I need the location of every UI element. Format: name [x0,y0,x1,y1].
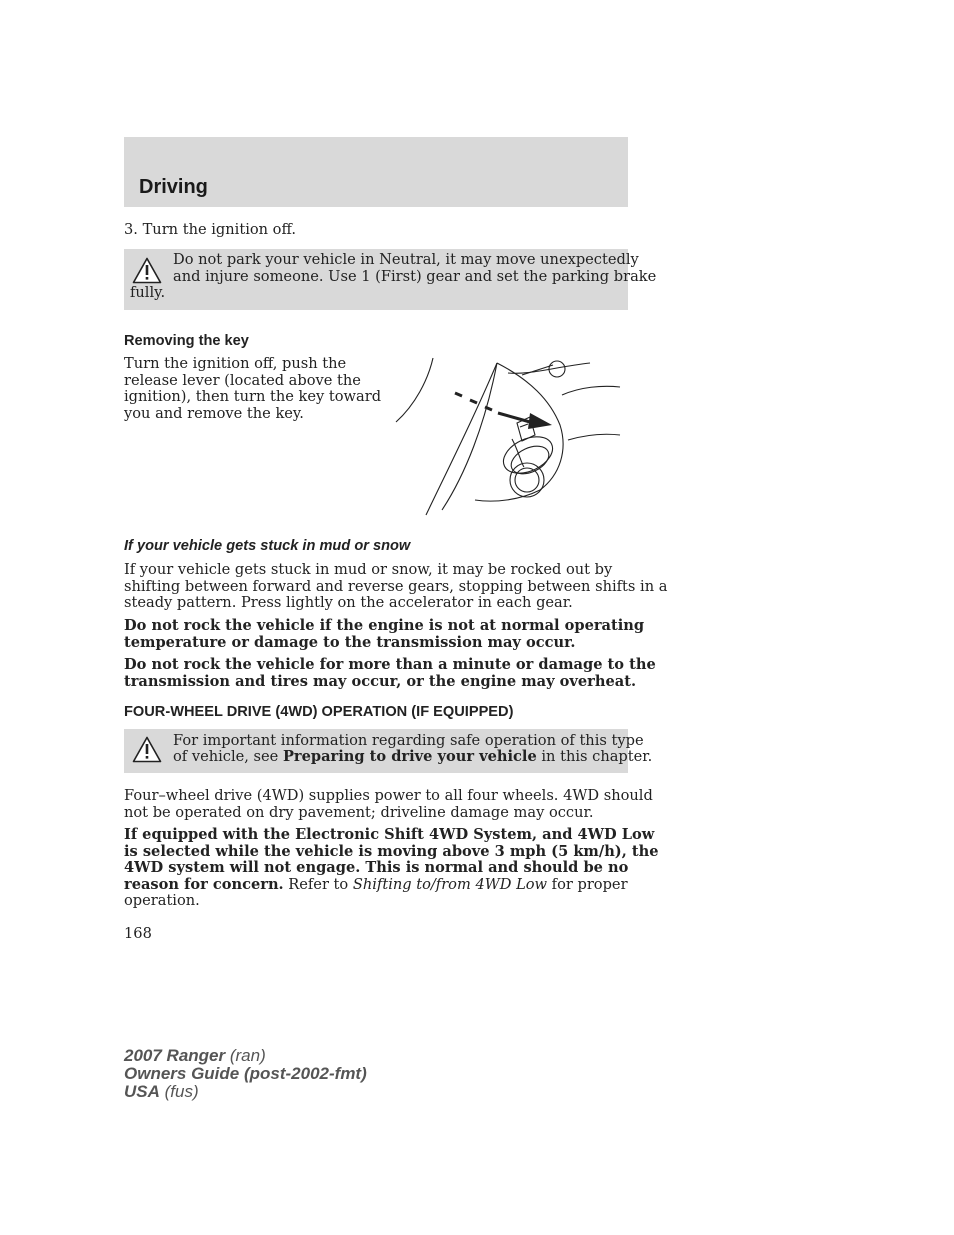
fourwd-paragraph [124,788,653,821]
key-paragraph [124,356,381,422]
text-line: Do not rock the vehicle if the engine is not at normal operating [124,617,645,634]
warning-line: and injure someone. Use 1 (First) gear and set the parking brake [173,268,657,285]
stuck-paragraph [124,562,667,612]
subheading-removing-key: Removing the key [124,333,249,349]
footer-line [124,1083,367,1101]
ignition-key-illustration [390,355,625,520]
text-line: is selected while the vehicle is moving above 3 mph (5 km/h), the [124,842,659,860]
text-line: If equipped with the Electronic Shift 4WD System, and 4WD Low [124,826,655,843]
text-span: (ran) [225,1046,266,1065]
footer-line [124,1047,367,1065]
text-line: you and remove the key. [124,404,304,422]
warning-triangle-icon [132,257,162,284]
text-line: 4WD system will not engage. This is normal and should be no [124,859,629,876]
warning-line: Do not park your vehicle in Neutral, it may move unexpectedly [173,251,639,268]
text-line: Four–wheel drive (4WD) supplies power to all four wheels. 4WD should [124,787,653,804]
text-line: steady pattern. Press lightly on the accelerator in each gear. [124,594,573,611]
warning-line [173,749,652,766]
text-line: Turn the ignition off, push the [124,355,347,372]
text-line: operation. [124,892,200,909]
text-span: (fus) [159,1082,199,1101]
cross-reference: Shifting to/from 4WD Low [352,875,548,893]
section-title: Driving [139,176,208,198]
stuck-warning-bold-2 [124,657,656,690]
step-text: 3. Turn the ignition off. [124,221,296,238]
text-line: transmission and tires may occur, or the engine may overheat. [124,672,637,690]
text-line: not be operated on dry pavement; driveline damage may occur. [124,803,594,821]
text-line: ignition), then turn the key toward [124,388,382,405]
warning-line: fully. [130,284,166,301]
text-line [124,877,659,894]
text-line: release lever (located above the [124,371,361,389]
text-line: If your vehicle gets stuck in mud or snow, it may be rocked out by [124,561,613,578]
page-number: 168 [124,925,152,942]
warning-triangle-icon [132,736,162,763]
text-span: for proper [547,875,628,893]
text-line: shifting between forward and reverse gears, stopping between shifts in a [124,577,668,595]
text-span: Refer to [283,875,353,893]
text-line: temperature or damage to the transmission may occur. [124,633,576,651]
text-line: Do not rock the vehicle for more than a minute or damage to the [124,656,656,673]
text-span: USA [124,1082,160,1101]
text-span: 2007 Ranger [124,1046,226,1065]
stuck-warning-bold-1 [124,618,644,651]
text-span: reason for concern. [124,875,284,893]
warning-box [124,729,653,773]
footer-line [124,1065,367,1083]
document-footer [124,1047,367,1101]
text-span: of vehicle, see [173,748,283,765]
cross-reference: Preparing to drive your vehicle [282,748,537,765]
section-heading-4wd: FOUR-WHEEL DRIVE (4WD) OPERATION (IF EQUIPPED) [124,704,514,720]
text-span: Owners Guide (post-2002-fmt) [124,1064,367,1083]
warning-box [124,249,657,310]
fourwd-note [124,827,659,910]
warning-line: For important information regarding safe operation of this type [173,732,644,749]
subheading-stuck: If your vehicle gets stuck in mud or snow [124,538,411,554]
text-span: in this chapter. [536,748,653,765]
